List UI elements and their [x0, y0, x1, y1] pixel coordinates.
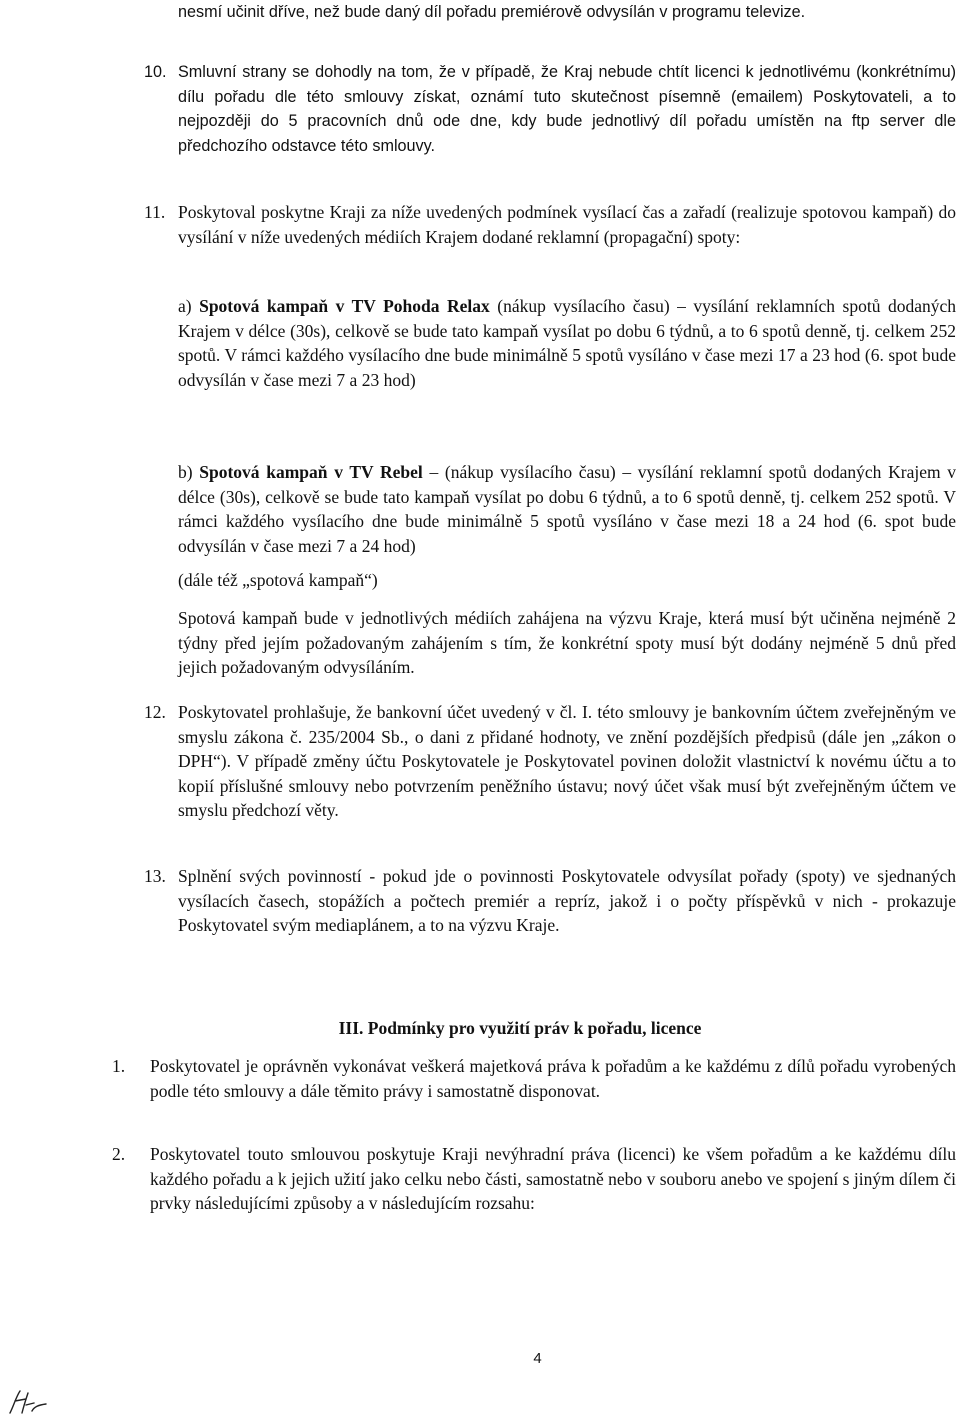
option-a-prefix: a) [178, 296, 200, 316]
item-10-number: 10. [144, 63, 167, 81]
option-a-body: (nákup vysílacího času) – vysílání reklamních spotů dodaných Krajem v délce (30s), celkově se bude tato kampaň vysílat po dobu 6 týdnů, a to 6 spotů denně, tj. celkem 252 spotů. V rámci každého vysílacího dne bude minimálně 5 spotů vysíláno v čase mezi 17 a 23 hod (6. spot bude odvysílán v čase mezi 7 a 23 hod) [178, 296, 956, 390]
item-11-option-b [178, 460, 956, 558]
item-12-paragraph [178, 700, 956, 823]
option-b-title: Spotová kampaň v TV Rebel [199, 462, 423, 482]
item-11-option-a [178, 294, 956, 392]
item-11-closing [178, 606, 956, 680]
option-b-body: – (nákup vysílacího času) – vysílání reklamní spotů dodaných Krajem v délce (30s), celkově se bude tato kampaň vysílat po dobu 6 týdnů, a to 6 spotů denně, tj. celkem 252 spotů. V rámci každého vysílacího dne bude minimálně 5 spotů vysíláno v čase mezi 18 a 24 hod (6. spot bude odvysílán v čase mezi 7 a 24 hod) [178, 462, 957, 556]
section-item-2-text: Poskytovatel touto smlouvou poskytuje Kraji nevýhradní práva (licenci) ke všem pořadům a ke každému dílu každého pořadu a k jejich užití jako celku nebo části, samostatně nebo v souboru anebo ve spojení s jiným dílem či prvky následujícími způsoby a v následujícím rozsahu: [150, 1144, 956, 1213]
item-12-text: Poskytovatel prohlašuje, že bankovní účet uvedený v čl. I. této smlouvy je bankovním účtem zveřejněným ve smyslu zákona č. 235/2004 Sb., o dani z přidané hodnoty, ve znění pozdějších předpisů (dále jen „zákon o DPH“). V případě změny účtu Poskytovatele je Poskytovatel povinen doložit vlastnictví k novému účtu a to kopií příslušné smlouvy nebo potvrzením peněžního ústavu; nový účet však musí být zveřejněným účtem ve smyslu předchozí věty. [178, 702, 956, 820]
item-13-paragraph [178, 864, 956, 938]
item-11-paragraph [178, 200, 956, 249]
option-b-text [178, 460, 956, 558]
item-11-text: Poskytoval poskytne Kraji za níže uvedených podmínek vysílací čas a zařadí (realizuje spotovou kampaň) do vysílání v níže uvedených médiích Krajem dodané reklamní (propagační) spoty: [178, 202, 956, 247]
closing-text: Spotová kampaň bude v jednotlivých médiích zahájena na výzvu Kraje, která musí být učiněna nejméně 2 týdny před jejím požadovaným zahájením s tím, že konkrétní spoty musí být dodány nejméně 5 dnů před jejich požadovaným odvysíláním. [178, 608, 956, 677]
section-heading: III. Podmínky pro využití práv k pořadu, licence [338, 1018, 702, 1038]
section-item-2-paragraph [150, 1142, 956, 1216]
item-10-paragraph [178, 60, 956, 158]
section-item-1-number: 1. [112, 1056, 126, 1076]
item-13-text: Splnění svých povinností - pokud jde o povinnosti Poskytovatele odvysílat pořady (spoty) ve sjednaných vysílacích časech, stopážích a počtech premiér a repríz, jakož i o počty příspěvků v nich - prokazuje Poskytovatel svým mediaplánem, a to na výzvu Kraje. [178, 866, 956, 935]
item-12-number: 12. [144, 702, 166, 722]
item-11-number: 11. [144, 202, 166, 222]
definition-text: (dále též „spotová kampaň“) [178, 570, 378, 590]
item-10-text: Smluvní strany se dohodly na tom, že v případě, že Kraj nebude chtít licenci k jednotlivému (konkrétnímu) dílu pořadu dle této smlouvy získat, oznámí tuto skutečnost písemně (emailem) Poskytovateli, a to nejpozději do 5 pracovních dnů ode dne, kdy bude jednotlivý díl pořadu umístěn na ftp server dle předchozího odstavce této smlouvy. [178, 63, 956, 155]
page-number: 4 [533, 1350, 542, 1367]
option-a-text [178, 294, 956, 392]
section-item-2-number: 2. [112, 1144, 126, 1164]
intro-text: nesmí učinit dříve, než bude daný díl pořadu premiérově odvysílán v programu televize. [178, 3, 806, 21]
option-b-prefix: b) [178, 462, 200, 482]
option-a-title: Spotová kampaň v TV Pohoda Relax [199, 296, 490, 316]
section-item-1-paragraph [150, 1054, 956, 1103]
item-13-number: 13. [144, 866, 166, 886]
signature-icon [6, 1387, 48, 1417]
intro-paragraph [178, 0, 956, 25]
item-11-definition [178, 568, 956, 593]
section-item-1-text: Poskytovatel je oprávněn vykonávat veškerá majetková práva k pořadům a ke každému z dílů pořadu vyrobených podle této smlouvy a dále těmito právy i samostatně disponovat. [150, 1056, 956, 1101]
